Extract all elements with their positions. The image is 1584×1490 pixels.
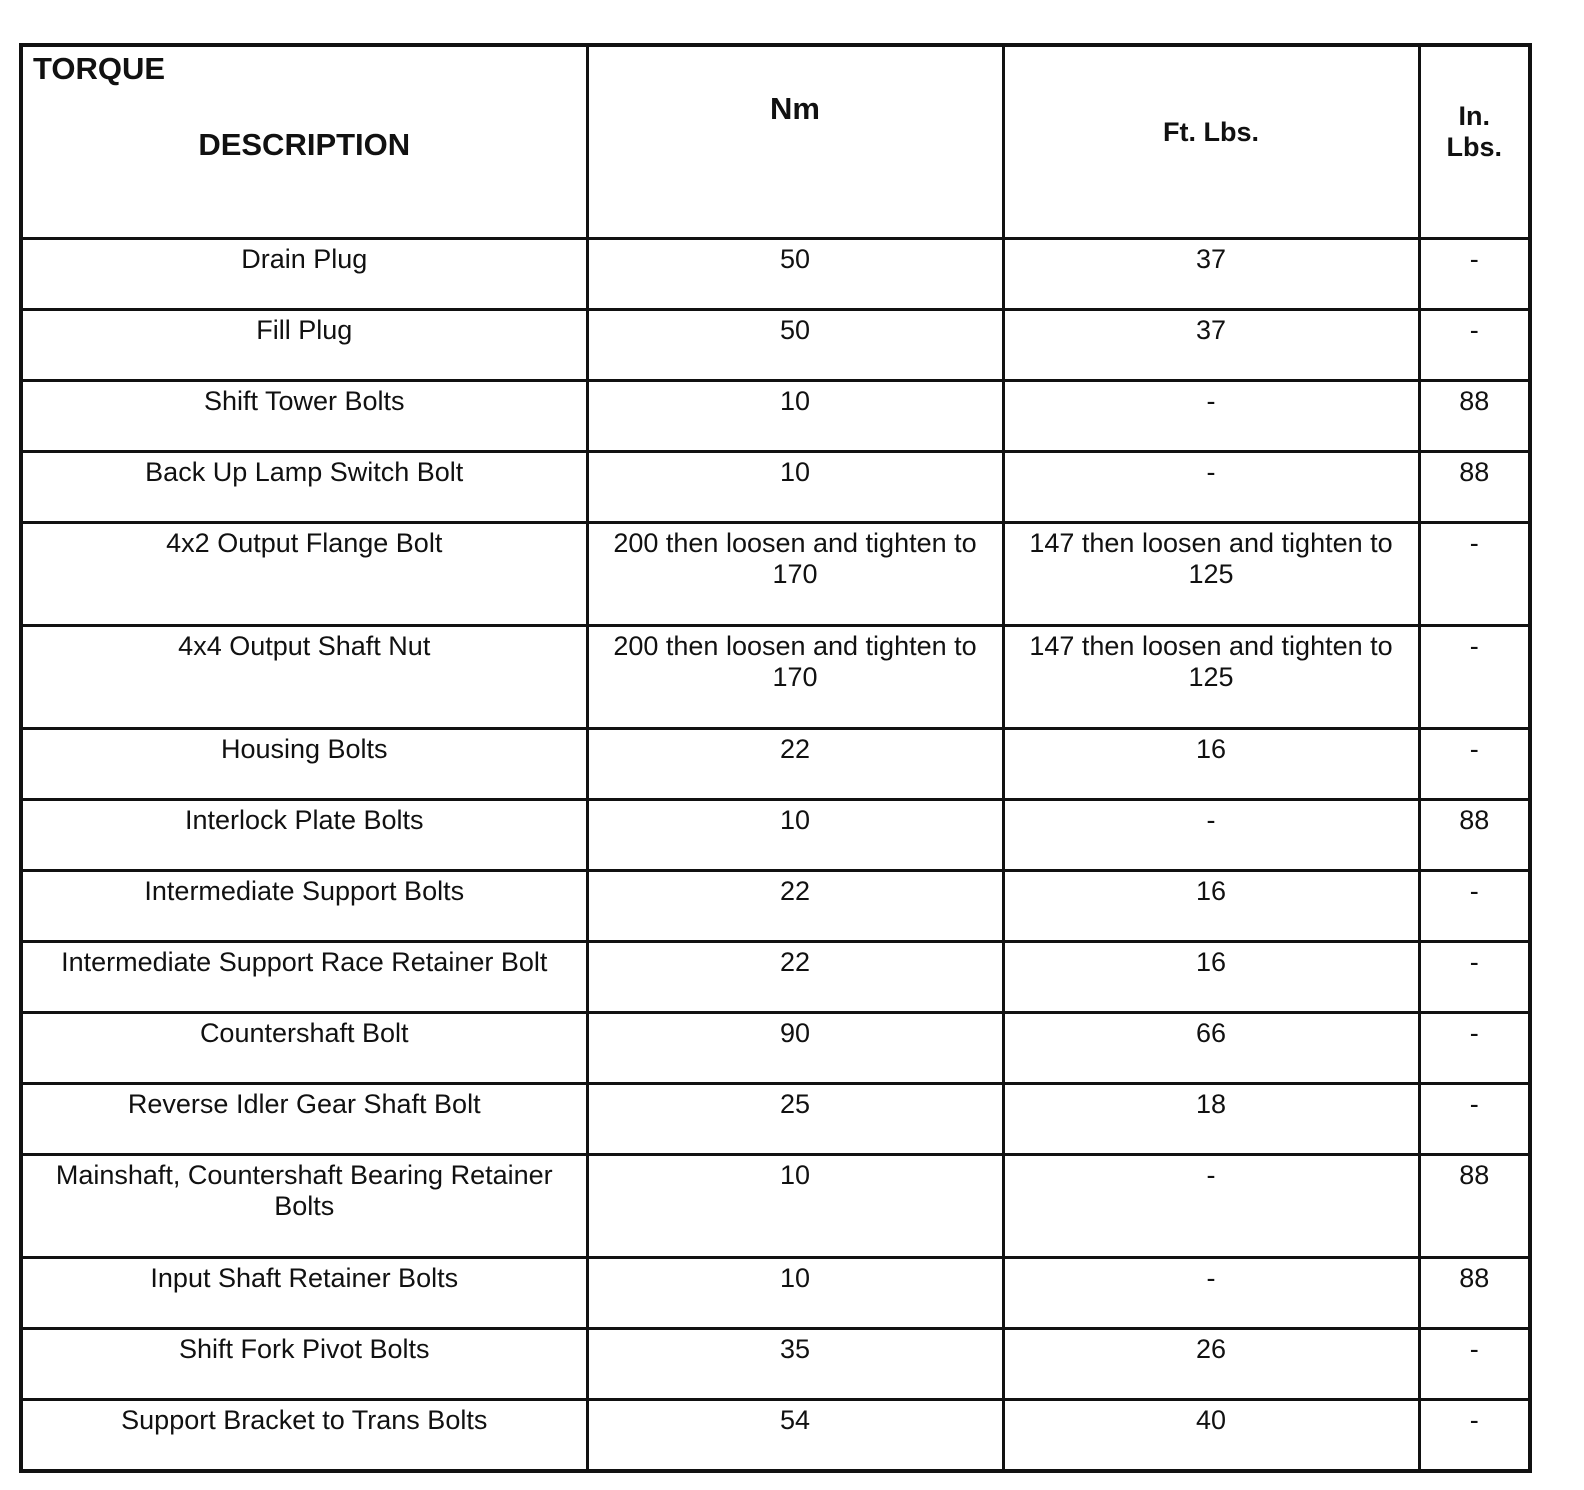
cell-nm: 10 bbox=[587, 1258, 1003, 1329]
cell-in-lbs: - bbox=[1419, 523, 1530, 626]
cell-nm: 22 bbox=[587, 871, 1003, 942]
cell-description: Reverse Idler Gear Shaft Bolt bbox=[21, 1084, 587, 1155]
table-row bbox=[21, 1329, 1530, 1400]
cell-in-lbs: - bbox=[1419, 310, 1530, 381]
table-row bbox=[21, 626, 1530, 729]
cell-in-lbs: - bbox=[1419, 1329, 1530, 1400]
table-row bbox=[21, 239, 1530, 310]
cell-nm: 10 bbox=[587, 800, 1003, 871]
header-nm-label: Nm bbox=[770, 91, 820, 126]
cell-in-lbs: - bbox=[1419, 1400, 1530, 1472]
header-in-lbs-label bbox=[1429, 51, 1521, 163]
header-torque-label: TORQUE bbox=[33, 51, 166, 86]
cell-ft-lbs: 37 bbox=[1003, 239, 1419, 310]
cell-in-lbs: - bbox=[1419, 942, 1530, 1013]
cell-description: Countershaft Bolt bbox=[21, 1013, 587, 1084]
cell-in-lbs: - bbox=[1419, 626, 1530, 729]
cell-in-lbs: 88 bbox=[1419, 1258, 1530, 1329]
table-row bbox=[21, 871, 1530, 942]
cell-ft-lbs: 147 then loosen and tighten to 125 bbox=[1003, 626, 1419, 729]
cell-nm: 22 bbox=[587, 942, 1003, 1013]
cell-ft-lbs: 18 bbox=[1003, 1084, 1419, 1155]
cell-description: Mainshaft, Countershaft Bearing Retainer Bolts bbox=[21, 1155, 587, 1258]
table-row bbox=[21, 1155, 1530, 1258]
header-ft-lbs-cell bbox=[1003, 45, 1419, 239]
cell-in-lbs: - bbox=[1419, 871, 1530, 942]
table-row bbox=[21, 1258, 1530, 1329]
header-description-cell bbox=[21, 45, 587, 239]
cell-ft-lbs: 16 bbox=[1003, 871, 1419, 942]
cell-description: Housing Bolts bbox=[21, 729, 587, 800]
header-description-label: DESCRIPTION bbox=[198, 127, 411, 162]
cell-description: Intermediate Support Bolts bbox=[21, 871, 587, 942]
table-row bbox=[21, 729, 1530, 800]
table-row bbox=[21, 800, 1530, 871]
cell-description: Support Bracket to Trans Bolts bbox=[21, 1400, 587, 1472]
cell-nm: 35 bbox=[587, 1329, 1003, 1400]
cell-in-lbs: - bbox=[1419, 1084, 1530, 1155]
cell-ft-lbs: - bbox=[1003, 1155, 1419, 1258]
header-in-lbs-line2: Lbs. bbox=[1446, 132, 1502, 162]
table-header-row bbox=[21, 45, 1530, 239]
cell-description: Intermediate Support Race Retainer Bolt bbox=[21, 942, 587, 1013]
cell-nm: 22 bbox=[587, 729, 1003, 800]
cell-ft-lbs: 16 bbox=[1003, 942, 1419, 1013]
header-in-lbs-line1: In. bbox=[1458, 101, 1490, 131]
cell-in-lbs: 88 bbox=[1419, 452, 1530, 523]
table-row bbox=[21, 452, 1530, 523]
cell-ft-lbs: - bbox=[1003, 800, 1419, 871]
cell-nm: 200 then loosen and tighten to 170 bbox=[587, 523, 1003, 626]
cell-ft-lbs: 16 bbox=[1003, 729, 1419, 800]
cell-ft-lbs: - bbox=[1003, 381, 1419, 452]
cell-ft-lbs: 66 bbox=[1003, 1013, 1419, 1084]
cell-ft-lbs: 26 bbox=[1003, 1329, 1419, 1400]
cell-in-lbs: 88 bbox=[1419, 381, 1530, 452]
cell-in-lbs: - bbox=[1419, 729, 1530, 800]
cell-nm: 90 bbox=[587, 1013, 1003, 1084]
cell-description: Drain Plug bbox=[21, 239, 587, 310]
table-row bbox=[21, 1084, 1530, 1155]
cell-ft-lbs: 147 then loosen and tighten to 125 bbox=[1003, 523, 1419, 626]
cell-nm: 50 bbox=[587, 310, 1003, 381]
cell-ft-lbs: - bbox=[1003, 1258, 1419, 1329]
table-row bbox=[21, 381, 1530, 452]
cell-ft-lbs: - bbox=[1003, 452, 1419, 523]
cell-nm: 200 then loosen and tighten to 170 bbox=[587, 626, 1003, 729]
cell-ft-lbs: 37 bbox=[1003, 310, 1419, 381]
table-row bbox=[21, 942, 1530, 1013]
cell-description: 4x4 Output Shaft Nut bbox=[21, 626, 587, 729]
cell-nm: 10 bbox=[587, 381, 1003, 452]
cell-nm: 25 bbox=[587, 1084, 1003, 1155]
cell-ft-lbs: 40 bbox=[1003, 1400, 1419, 1472]
table-row bbox=[21, 1400, 1530, 1472]
header-in-lbs-cell bbox=[1419, 45, 1530, 239]
header-ft-lbs-label: Ft. Lbs. bbox=[1163, 117, 1259, 147]
table-row bbox=[21, 310, 1530, 381]
cell-description: Back Up Lamp Switch Bolt bbox=[21, 452, 587, 523]
cell-description: 4x2 Output Flange Bolt bbox=[21, 523, 587, 626]
cell-nm: 54 bbox=[587, 1400, 1003, 1472]
cell-description: Interlock Plate Bolts bbox=[21, 800, 587, 871]
cell-in-lbs: 88 bbox=[1419, 1155, 1530, 1258]
cell-nm: 10 bbox=[587, 1155, 1003, 1258]
cell-in-lbs: - bbox=[1419, 239, 1530, 310]
cell-description: Input Shaft Retainer Bolts bbox=[21, 1258, 587, 1329]
cell-in-lbs: - bbox=[1419, 1013, 1530, 1084]
table-row bbox=[21, 523, 1530, 626]
torque-table bbox=[19, 43, 1532, 1473]
cell-nm: 50 bbox=[587, 239, 1003, 310]
cell-description: Shift Fork Pivot Bolts bbox=[21, 1329, 587, 1400]
cell-description: Fill Plug bbox=[21, 310, 587, 381]
cell-in-lbs: 88 bbox=[1419, 800, 1530, 871]
cell-nm: 10 bbox=[587, 452, 1003, 523]
cell-description: Shift Tower Bolts bbox=[21, 381, 587, 452]
table-row bbox=[21, 1013, 1530, 1084]
header-nm-cell bbox=[587, 45, 1003, 239]
